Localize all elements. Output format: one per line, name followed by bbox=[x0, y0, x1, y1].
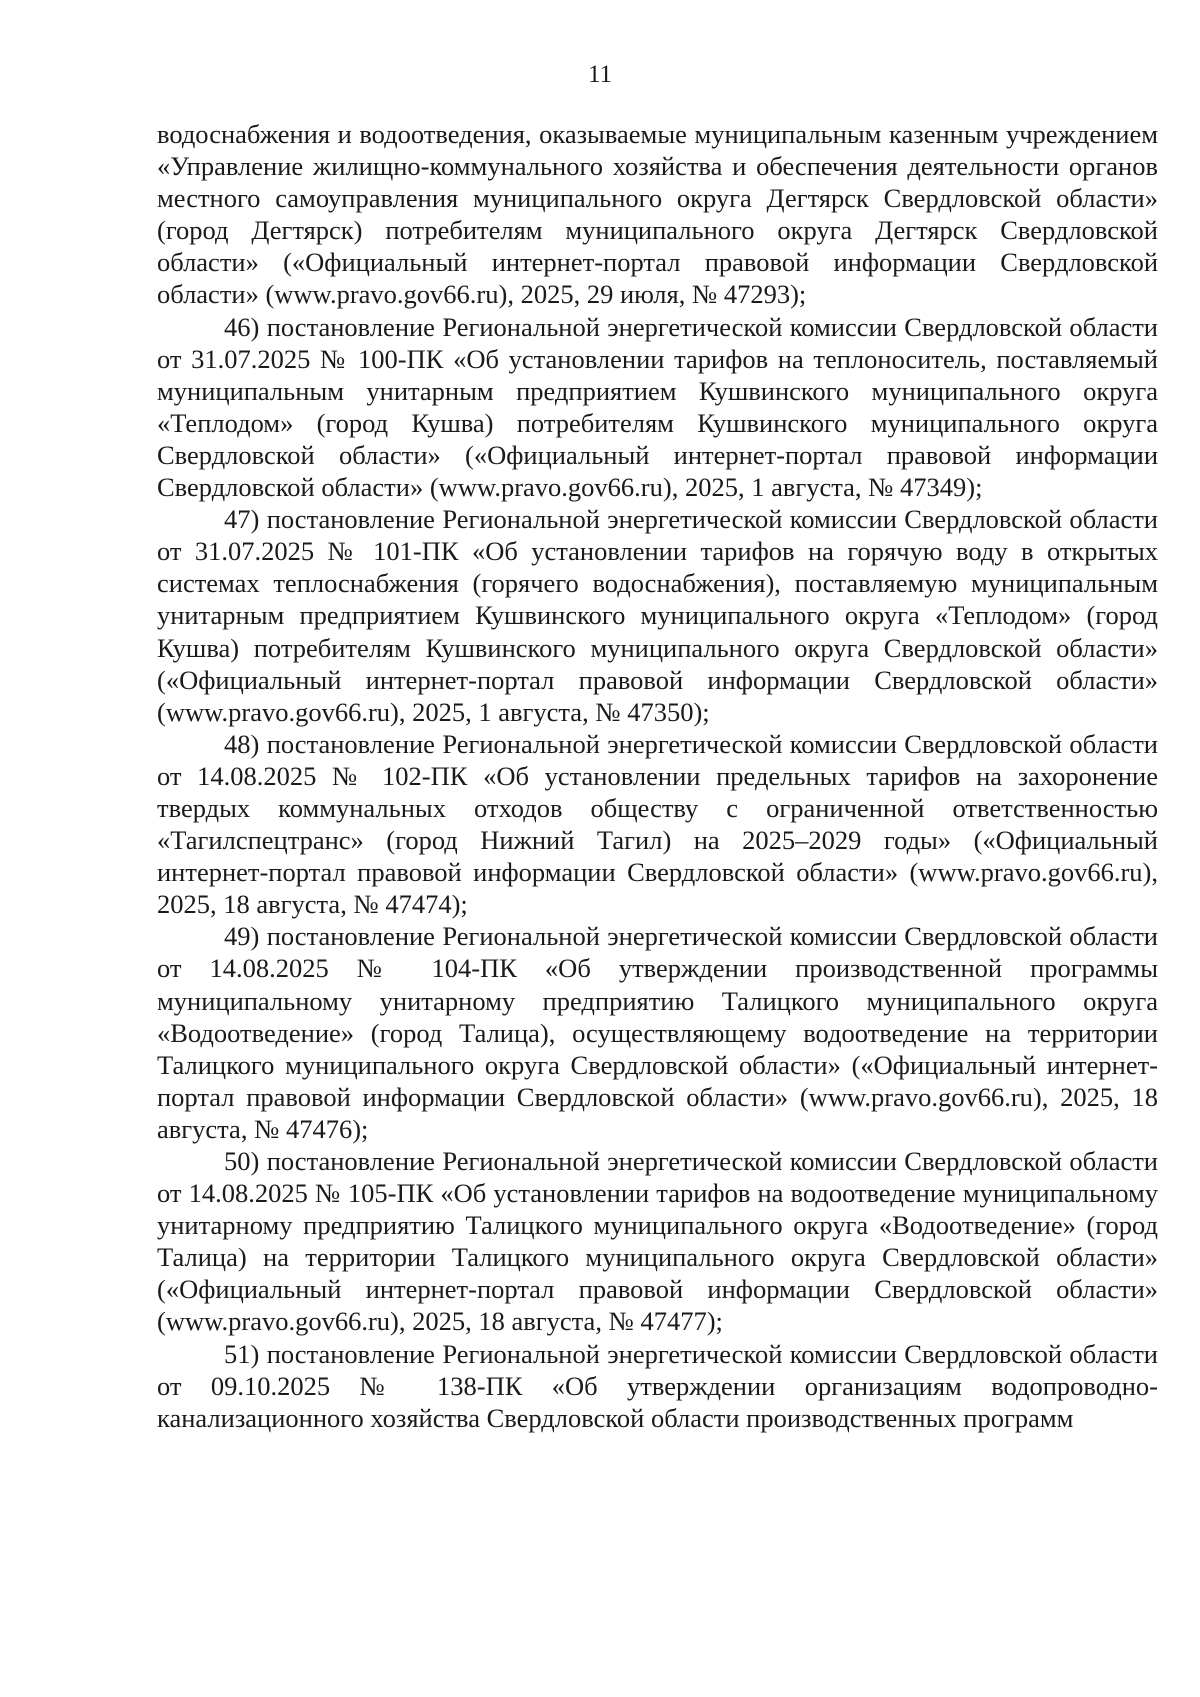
page-number: 11 bbox=[587, 61, 613, 88]
document-body bbox=[157, 118, 1158, 1434]
list-item-51: 51) постановление Региональной энергетической комиссии Свердловской области от 09.10.2025 № 138-ПК «Об утверждении организациям водопроводно-канализационного хозяйства Свердловской области производственных программ bbox=[157, 1338, 1158, 1433]
list-item-49: 49) постановление Региональной энергетической комиссии Свердловской области от 14.08.2025 № 104-ПК «Об утверждении производственной программы муниципальному унитарному предприятию Талицкого муниципального округа «Водоотведение» (город Талица), осуществляющему водоотведение на территории Талицкого муниципального округа Свердловской области» («Официальный интернет-портал правовой информации Свердловской области» (www.pravo.gov66.ru), 2025, 18 августа, № 47476); bbox=[157, 921, 1158, 1144]
list-item-47: 47) постановление Региональной энергетической комиссии Свердловской области от 31.07.2025 № 101-ПК «Об установлении тарифов на горячую воду в открытых системах теплоснабжения (горячего водоснабжения), поставляемую муниципальным унитарным предприятием Кушвинского муниципального округа «Теплодом» (город Кушва) потребителям Кушвинского муниципального округа Свердловской области» («Официальный интернет-портал правовой информации Свердловской области» (www.pravo.gov66.ru), 2025, 1 августа, № 47350); bbox=[157, 504, 1158, 727]
list-item-48: 48) постановление Региональной энергетической комиссии Свердловской области от 14.08.2025 № 102-ПК «Об установлении предельных тарифов на захоронение твердых коммунальных отходов обществу с ограниченной ответственностью «Тагилспецтранс» (город Нижний Тагил) на 2025–2029 годы» («Официальный интернет-портал правовой информации Свердловской области» (www.pravo.gov66.ru), 2025, 18 августа, № 47474); bbox=[157, 728, 1158, 920]
list-item-46: 46) постановление Региональной энергетической комиссии Свердловской области от 31.07.2025 № 100-ПК «Об установлении тарифов на теплоноситель, поставляемый муниципальным унитарным предприятием Кушвинского муниципального округа «Теплодом» (город Кушва) потребителям Кушвинского муниципального округа Свердловской области» («Официальный интернет-портал правовой информации Свердловской области» (www.pravo.gov66.ru), 2025, 1 августа, № 47349); bbox=[157, 311, 1158, 503]
paragraph-continuation: водоснабжения и водоотведения, оказываемые муниципальным казенным учреждением «Управление жилищно-коммунального хозяйства и обеспечения деятельности органов местного самоуправления муниципального округа Дегтярск Свердловской области» (город Дегтярск) потребителям муниципального округа Дегтярск Свердловской области» («Официальный интернет-портал правовой информации Свердловской области» (www.pravo.gov66.ru), 2025, 29 июля, № 47293); bbox=[157, 119, 1158, 310]
list-item-50: 50) постановление Региональной энергетической комиссии Свердловской области от 14.08.2025 № 105-ПК «Об установлении тарифов на водоотведение муниципальному унитарному предприятию Талицкого муниципального округа «Водоотведение» (город Талица) на территории Талицкого муниципального округа Свердловской области» («Официальный интернет-портал правовой информации Свердловской области» (www.pravo.gov66.ru), 2025, 18 августа, № 47477); bbox=[157, 1146, 1158, 1337]
